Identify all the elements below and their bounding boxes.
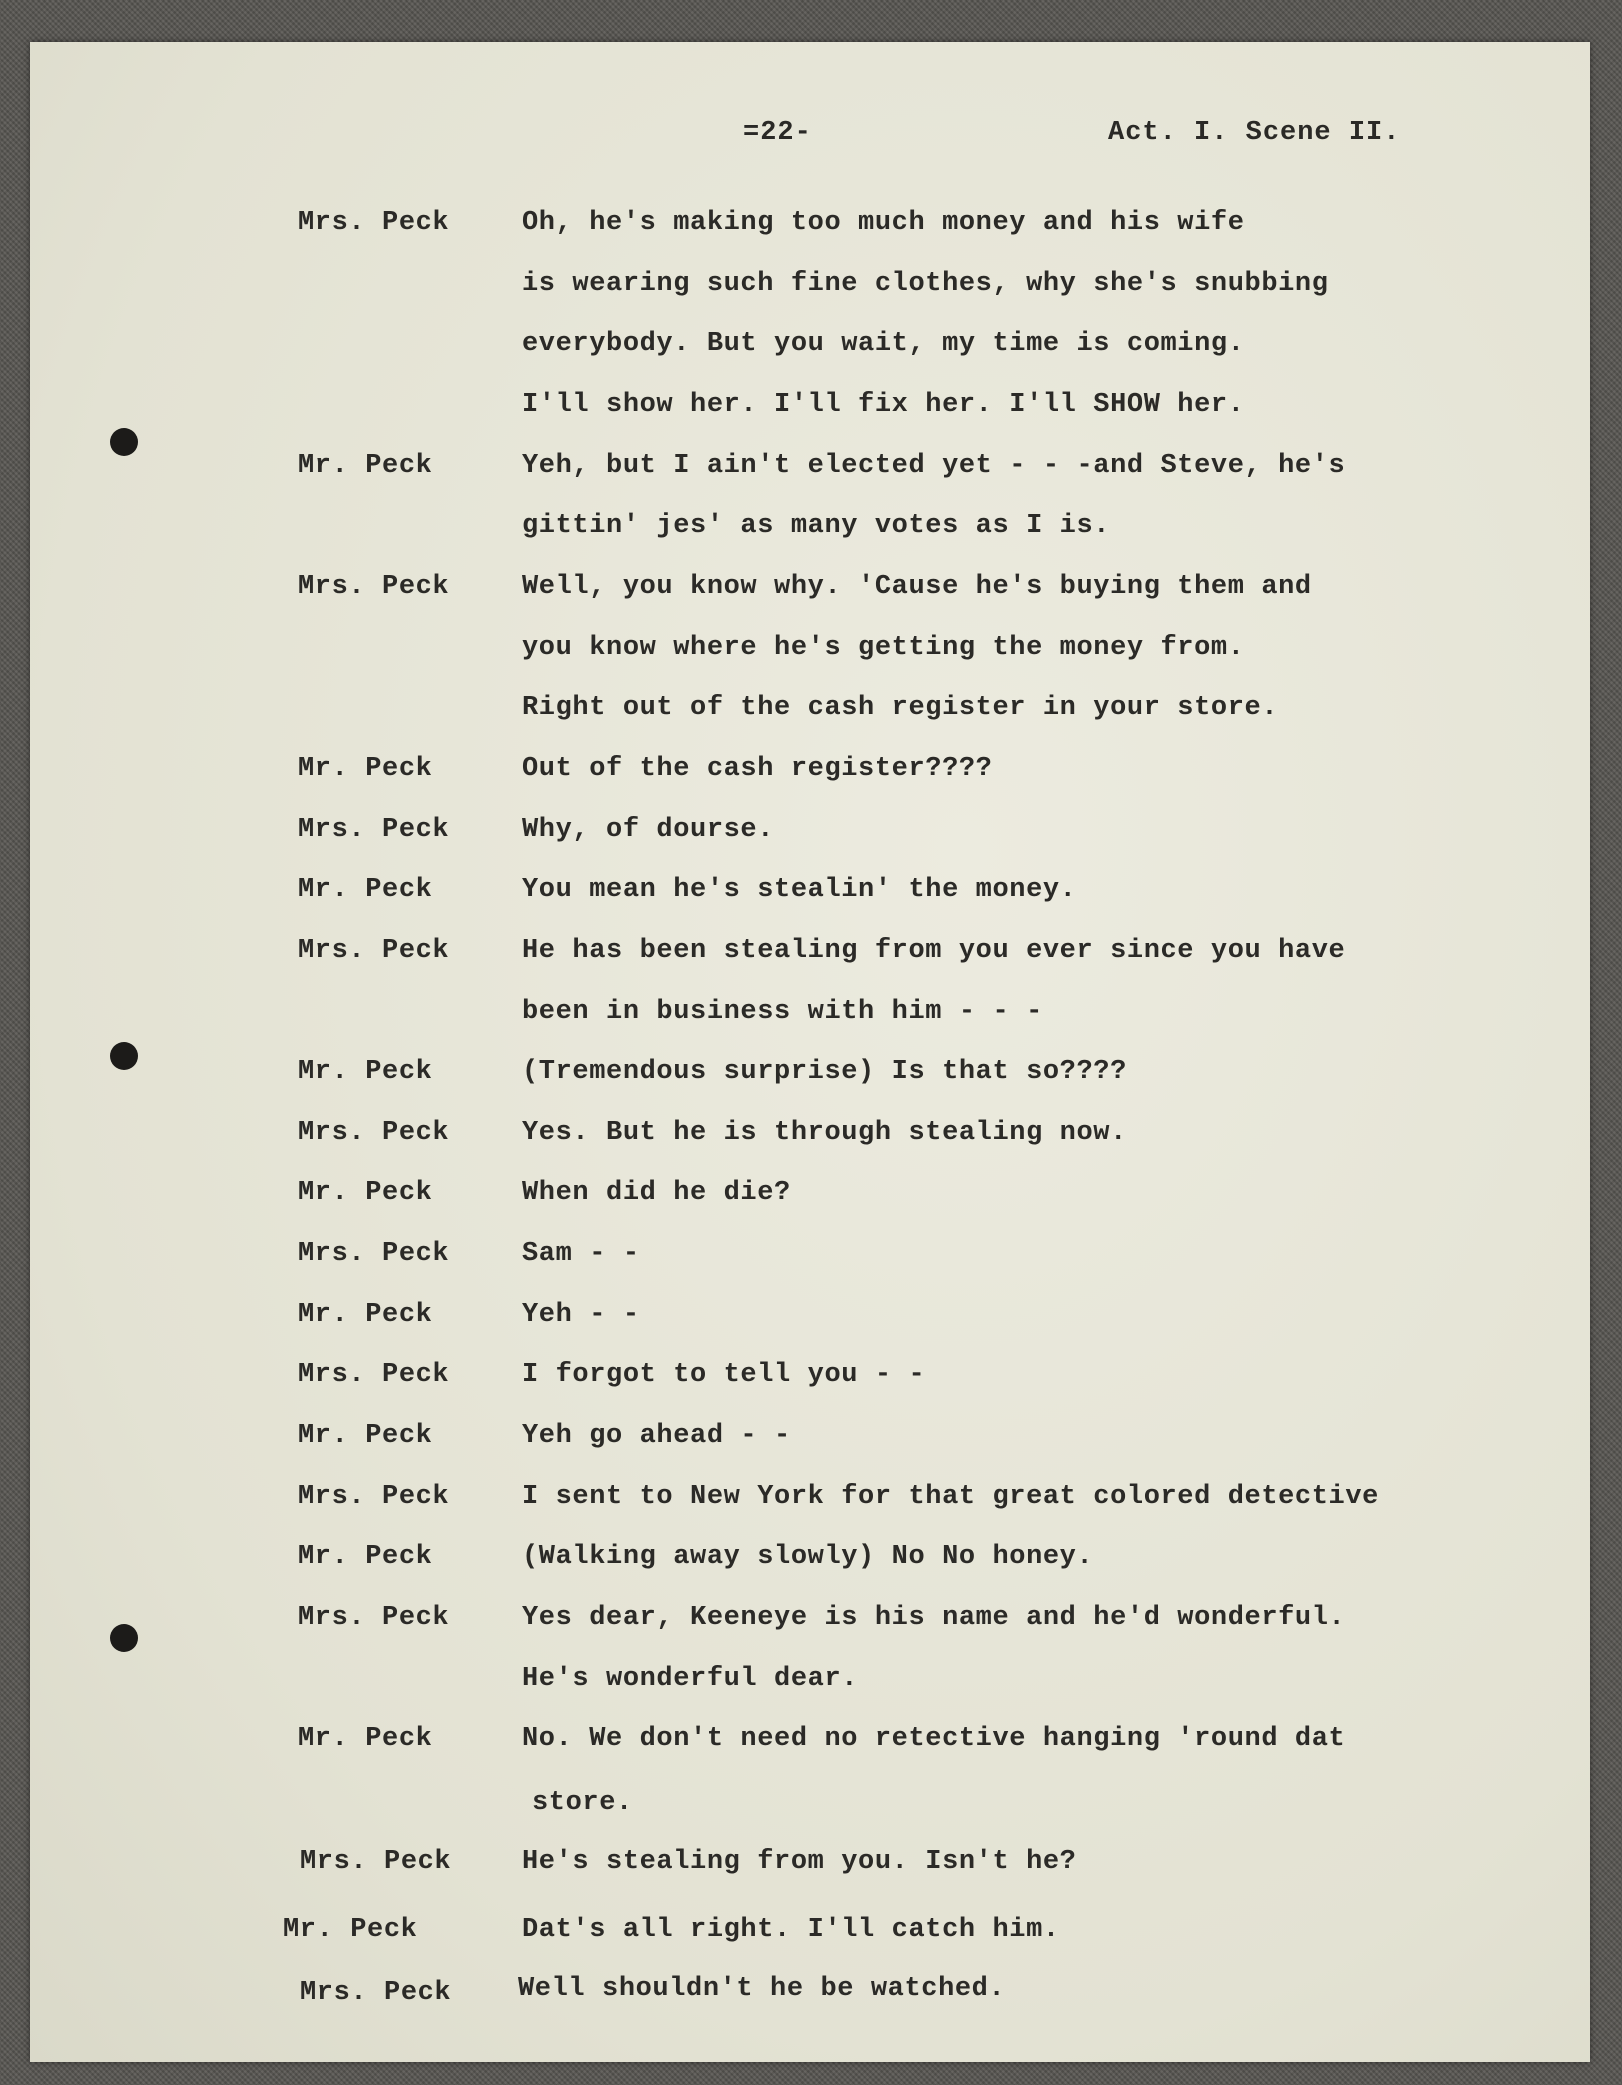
- speaker-name: Mrs. Peck: [300, 1978, 452, 2008]
- speaker-name: Mrs. Peck: [298, 572, 450, 602]
- speaker-name: Mr. Peck: [298, 1724, 433, 1754]
- dialogue-line: is wearing such fine clothes, why she's snubbing: [522, 269, 1329, 299]
- dialogue-line: He has been stealing from you ever since you have: [522, 936, 1346, 966]
- speaker-name: Mr. Peck: [298, 754, 433, 784]
- dialogue-line: Oh, he's making too much money and his wife: [522, 208, 1245, 238]
- dialogue-line: I forgot to tell you - -: [522, 1360, 926, 1390]
- speaker-name: Mrs. Peck: [298, 1239, 450, 1269]
- dialogue-line: everybody. But you wait, my time is coming.: [522, 329, 1245, 359]
- dialogue-line: No. We don't need no retective hanging 'round dat: [522, 1724, 1346, 1754]
- speaker-name: Mr. Peck: [298, 875, 433, 905]
- speaker-name: Mr. Peck: [298, 1057, 433, 1087]
- dialogue-line: Out of the cash register????: [522, 754, 993, 784]
- speaker-name: Mrs. Peck: [298, 815, 450, 845]
- dialogue-line: Sam - -: [522, 1239, 640, 1269]
- speaker-name: Mrs. Peck: [298, 1603, 450, 1633]
- speaker-name: Mr. Peck: [298, 1542, 433, 1572]
- speaker-name: Mrs. Peck: [298, 936, 450, 966]
- dialogue-line: He's stealing from you. Isn't he?: [522, 1847, 1077, 1877]
- dialogue-line: (Walking away slowly) No No honey.: [522, 1542, 1094, 1572]
- dialogue-line: Well, you know why. 'Cause he's buying them and: [522, 572, 1312, 602]
- speaker-name: Mrs. Peck: [298, 1118, 450, 1148]
- dialogue-line: Why, of dourse.: [522, 815, 775, 845]
- scene-label: Act. I. Scene II.: [1108, 118, 1401, 148]
- speaker-name: Mrs. Peck: [300, 1847, 452, 1877]
- speaker-name: Mrs. Peck: [298, 1360, 450, 1390]
- typescript-page: [30, 42, 1590, 2062]
- speaker-name: Mr. Peck: [298, 1421, 433, 1451]
- dialogue-line: Yeh - -: [522, 1300, 640, 1330]
- speaker-name: Mrs. Peck: [298, 1482, 450, 1512]
- dialogue-line: been in business with him - - -: [522, 997, 1043, 1027]
- script-dialogue: [30, 42, 1590, 2062]
- dialogue-line: you know where he's getting the money from.: [522, 633, 1245, 663]
- speaker-name: Mr. Peck: [298, 1178, 433, 1208]
- dialogue-line: Dat's all right. I'll catch him.: [522, 1915, 1060, 1945]
- speaker-name: Mr. Peck: [298, 451, 433, 481]
- dialogue-line: Yes. But he is through stealing now.: [522, 1118, 1127, 1148]
- dialogue-line: store.: [532, 1788, 633, 1818]
- dialogue-line: You mean he's stealin' the money.: [522, 875, 1077, 905]
- speaker-name: Mrs. Peck: [298, 208, 450, 238]
- dialogue-line: Yeh, but I ain't elected yet - - -and Steve, he's: [522, 451, 1346, 481]
- dialogue-line: (Tremendous surprise) Is that so????: [522, 1057, 1127, 1087]
- speaker-name: Mr. Peck: [298, 1300, 433, 1330]
- dialogue-line: Yes dear, Keeneye is his name and he'd wonderful.: [522, 1603, 1346, 1633]
- dialogue-line: Right out of the cash register in your store.: [522, 693, 1279, 723]
- dialogue-line: He's wonderful dear.: [522, 1664, 859, 1694]
- dialogue-line: Well shouldn't he be watched.: [518, 1974, 1006, 2004]
- dialogue-line: Yeh go ahead - -: [522, 1421, 791, 1451]
- dialogue-line: I sent to New York for that great colored detective: [522, 1482, 1379, 1512]
- page-number: =22-: [743, 118, 812, 148]
- dialogue-line: I'll show her. I'll fix her. I'll SHOW her.: [522, 390, 1245, 420]
- dialogue-line: gittin' jes' as many votes as I is.: [522, 511, 1111, 541]
- dialogue-line: When did he die?: [522, 1178, 791, 1208]
- speaker-name: Mr. Peck: [283, 1915, 418, 1945]
